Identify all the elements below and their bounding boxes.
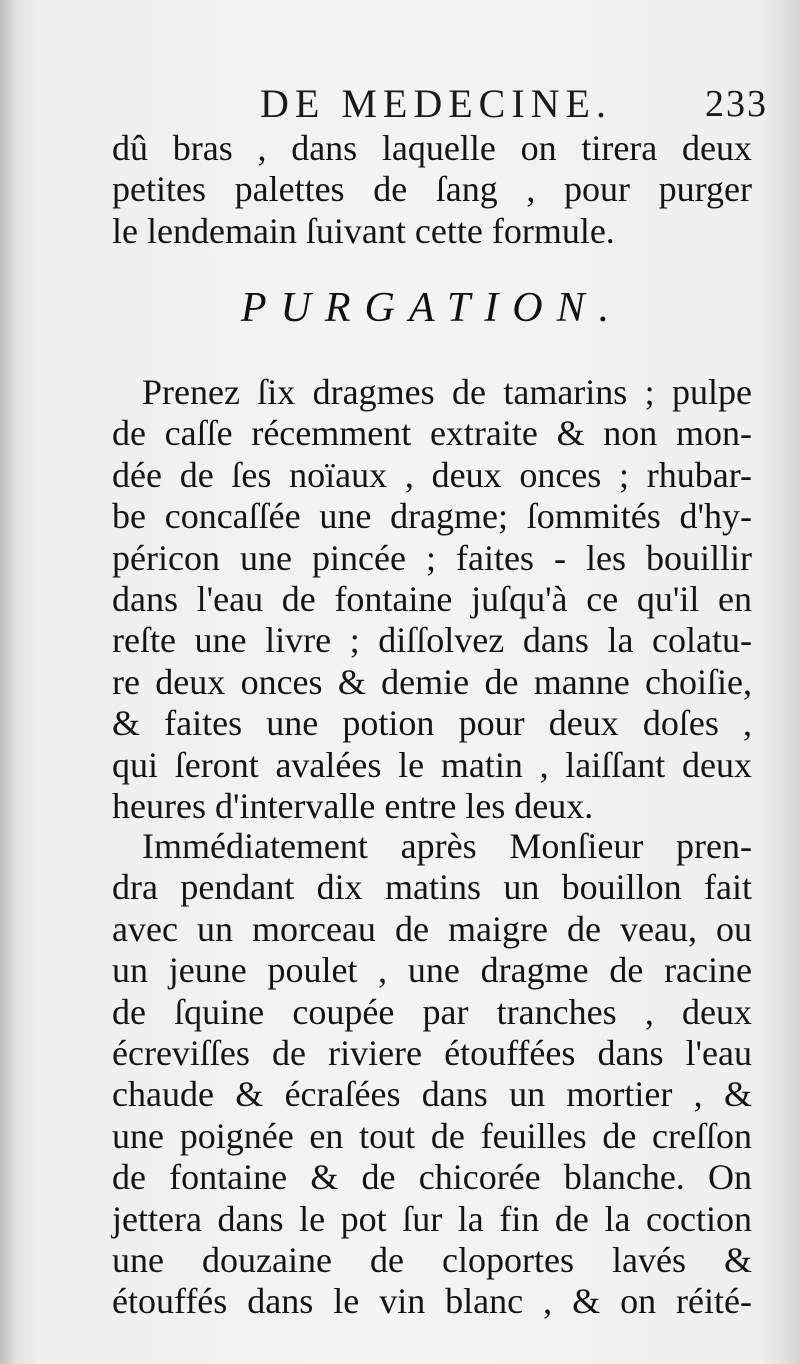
text-line: un jeune poulet , une dragme de racine xyxy=(112,950,752,991)
text-line: une poignée en tout de feuilles de creſſon xyxy=(112,1115,752,1156)
text-line: jettera dans le pot ſur la fin de la coction xyxy=(112,1198,752,1239)
text-line: une douzaine de cloportes lavés & xyxy=(112,1240,752,1281)
text-line: dû bras , dans laquelle on tirera deux xyxy=(112,128,752,168)
text-line: dra pendant dix matins un bouillon fait xyxy=(112,867,752,908)
text-line: de ſquine coupée par tranches , deux xyxy=(112,991,752,1032)
text-line: péricon une pincée ; faites - les bouillir xyxy=(112,537,752,578)
page-gutter-shadow xyxy=(0,0,14,1364)
text-line: dée de ſes noïaux , deux onces ; rhubar- xyxy=(112,454,752,495)
text-line: be concaſſée une dragme; ſommités d'hy- xyxy=(112,496,752,537)
text-line: de caſſe récemment extraite & non mon- xyxy=(112,413,752,454)
text-line: écreviſſes de riviere étouffées dans l'eau xyxy=(112,1033,752,1074)
text-line: qui ſeront avalées le matin , laiſſant deux xyxy=(112,744,752,785)
text-line: chaude & écraſées dans un mortier , & xyxy=(112,1074,752,1115)
text-line: re deux onces & demie de manne choiſie, xyxy=(112,661,752,702)
text-line: reſte une livre ; diſſolvez dans la colatu- xyxy=(112,620,752,661)
page-header xyxy=(100,80,768,130)
paragraph-bouillon xyxy=(112,826,752,1323)
text-line: heures d'intervalle entre les deux. xyxy=(112,786,594,827)
text-line: avec un morceau de maigre de veau, ou xyxy=(112,908,752,949)
text-line: Prenez ſix dragmes de tamarins ; pulpe xyxy=(142,372,752,412)
text-line: étouffés dans le vin blanc , & on réité- xyxy=(112,1281,752,1322)
text-line: petites palettes de ſang , pour purger xyxy=(112,169,752,210)
text-line: & faites une potion pour deux doſes , xyxy=(112,703,752,744)
page-number: 233 xyxy=(705,83,768,125)
paragraph-recipe xyxy=(112,372,752,827)
paragraph-continuation xyxy=(112,128,752,252)
text-line: Immédiatement après Monſieur pren- xyxy=(142,826,752,866)
text-line: de fontaine & de chicorée blanche. On xyxy=(112,1157,752,1198)
section-title: PURGATION. xyxy=(240,285,624,331)
text-line: dans l'eau de fontaine juſqu'à ce qu'il en xyxy=(112,579,752,620)
running-head: DE MEDECINE. xyxy=(260,81,612,126)
text-line: le lendemain ſuivant cette formule. xyxy=(112,210,615,251)
